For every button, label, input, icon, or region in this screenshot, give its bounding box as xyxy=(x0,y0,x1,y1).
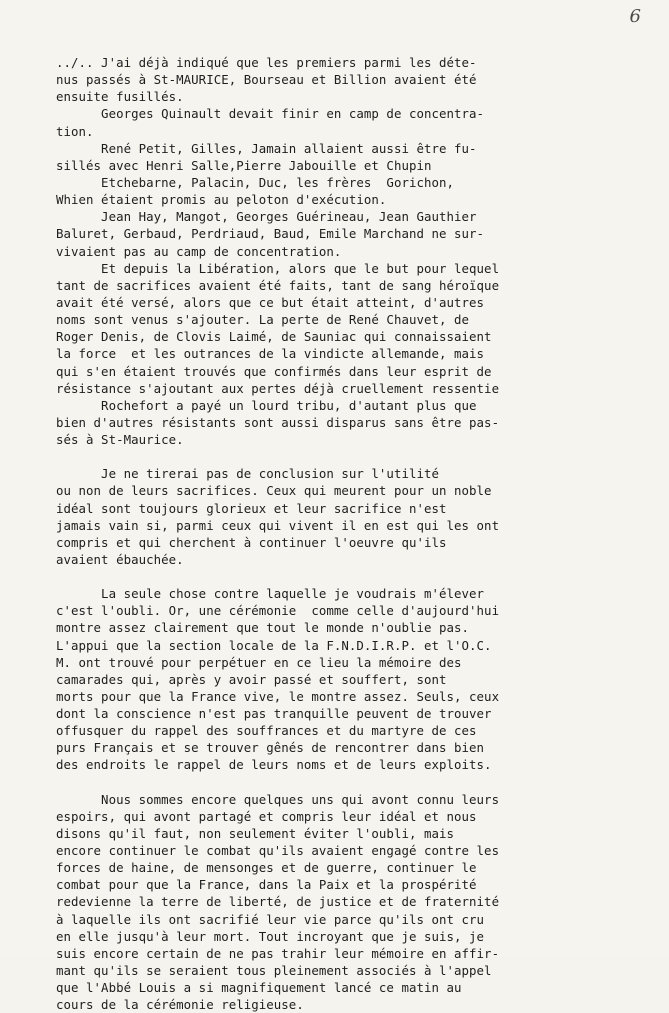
text-line: qui s'en étaient trouvés que confirmés dans leur esprit de xyxy=(56,363,492,379)
text-line: cours de la cérémonie religieuse. xyxy=(56,997,304,1013)
text-line: nus passés à St-MAURICE, Bourseau et Billion avaient été xyxy=(56,72,477,88)
text-line: jamais vain si, parmi ceux qui vivent il en est qui les ont xyxy=(56,517,500,533)
text-line: combat pour que la France, dans la Paix et la prospérité xyxy=(56,877,477,893)
text-line: vivaient pas au camp de concentration. xyxy=(56,243,342,259)
text-line: M. ont trouvé pour perpétuer en ce lieu la mémoire des xyxy=(56,654,462,670)
text-line: tant de sacrifices avaient été faits, tant de sang héroïque xyxy=(56,277,500,293)
text-line: mant qu'ils se seraient tous pleinement associés à l'appel xyxy=(56,963,492,979)
text-line: Etchebarne, Palacin, Duc, les frères Gorichon, xyxy=(56,174,455,190)
text-line: disons qu'il faut, non seulement éviter l'oubli, mais xyxy=(56,825,455,841)
text-line: Je ne tirerai pas de conclusion sur l'utilité xyxy=(56,466,439,482)
paragraph-gap xyxy=(56,568,656,585)
text-line: camarades qui, après y avoir passé et souffert, sont xyxy=(56,671,447,687)
text-line: Rochefort a payé un lourd tribu, d'autant plus que xyxy=(56,397,477,413)
text-line: morts pour que la France vive, le montre assez. Seuls, ceux xyxy=(56,688,500,704)
text-line: offusquer du rappel des souffrances et du martyre de ces xyxy=(56,723,477,739)
text-line: sés à St-Maurice. xyxy=(56,432,184,448)
text-line: la force et les outrances de la vindicte allemande, mais xyxy=(56,346,485,362)
text-line: des endroits le rappel de leurs noms et de leurs exploits. xyxy=(56,757,492,773)
text-line: tion. xyxy=(56,123,94,139)
text-line: bien d'autres résistants sont aussi disparus sans être pas- xyxy=(56,414,500,430)
text-line: La seule chose contre laquelle je voudrais m'élever xyxy=(56,586,485,602)
text-line: ../.. J'ai déjà indiqué que les premiers parmi les déte- xyxy=(56,55,477,70)
paragraph xyxy=(56,208,656,259)
paragraph xyxy=(56,397,656,448)
text-line: Et depuis la Libération, alors que le but pour lequel xyxy=(56,260,500,276)
text-line: purs Français et se trouver gênés de rencontrer dans bien xyxy=(56,740,485,756)
text-line: noms sont venus s'ajouter. La perte de René Chauvet, de xyxy=(56,312,470,328)
text-line: suis encore certain de ne pas trahir leur mémoire en affir- xyxy=(56,945,500,961)
typed-text-body xyxy=(56,54,656,1013)
text-line: à laquelle ils ont sacrifié leur vie parce qu'ils ont cru xyxy=(56,911,485,927)
text-line: espoirs, qui avont partagé et compris leur idéal et nous xyxy=(56,808,477,824)
page-number: 6 xyxy=(629,6,641,27)
text-line: forces de haine, de mensonges et de guerre, continuer le xyxy=(56,860,477,876)
text-line: redevienne la terre de liberté, de justice et de fraternité xyxy=(56,894,500,910)
text-line: Roger Denis, de Clovis Laimé, de Sauniac qui connaissaient xyxy=(56,329,492,345)
paragraph xyxy=(56,791,656,1013)
text-line: Georges Quinault devait finir en camp de concentra- xyxy=(56,106,485,122)
paragraph-gap xyxy=(56,774,656,791)
paragraph-gap xyxy=(56,448,656,465)
paragraph xyxy=(56,140,656,209)
text-line: Nous sommes encore quelques uns qui avont connu leurs xyxy=(56,791,500,807)
text-line: L'appui que la section locale de la F.N.D.I.R.P. et l'O.C. xyxy=(56,637,492,653)
text-line: c'est l'oubli. Or, une cérémonie comme celle d'aujourd'hui xyxy=(56,603,500,619)
text-line: idéal sont toujours glorieux et leur sacrifice n'est xyxy=(56,500,447,516)
text-line: sillés avec Henri Salle,Pierre Jabouille et Chupin xyxy=(56,157,432,173)
text-line: résistance s'ajoutant aux pertes déjà cruellement ressentie xyxy=(56,380,500,396)
text-line: avaient ébauchée. xyxy=(56,551,184,567)
text-line: ou non de leurs sacrifices. Ceux qui meurent pour un noble xyxy=(56,483,492,499)
text-line: dont la conscience n'est pas tranquille peuvent de trouver xyxy=(56,706,492,722)
paragraph xyxy=(56,585,656,774)
text-line: Baluret, Gerbaud, Perdriaud, Baud, Emile Marchand ne sur- xyxy=(56,226,485,242)
paragraph xyxy=(56,105,656,139)
text-line: ensuite fusillés. xyxy=(56,89,184,105)
text-line: en elle jusqu'à leur mort. Tout incroyant que je suis, je xyxy=(56,928,485,944)
text-line: montre assez clairement que tout le monde n'oublie pas. xyxy=(56,620,470,636)
text-line: que l'Abbé Louis a si magnifiquement lancé ce matin au xyxy=(56,980,462,996)
text-line: avait été versé, alors que ce but était atteint, d'autres xyxy=(56,294,485,310)
paragraph xyxy=(56,54,656,105)
text-line: René Petit, Gilles, Jamain allaient aussi être fu- xyxy=(56,140,477,156)
text-line: Whien étaient promis au peloton d'exécution. xyxy=(56,192,387,208)
paragraph xyxy=(56,260,656,397)
text-line: compris et qui cherchent à continuer l'oeuvre qu'ils xyxy=(56,534,447,550)
paragraph xyxy=(56,465,656,568)
text-line: encore continuer le combat qu'ils avaient engagé contre les xyxy=(56,843,500,859)
text-line: Jean Hay, Mangot, Georges Guérineau, Jean Gauthier xyxy=(56,209,477,225)
